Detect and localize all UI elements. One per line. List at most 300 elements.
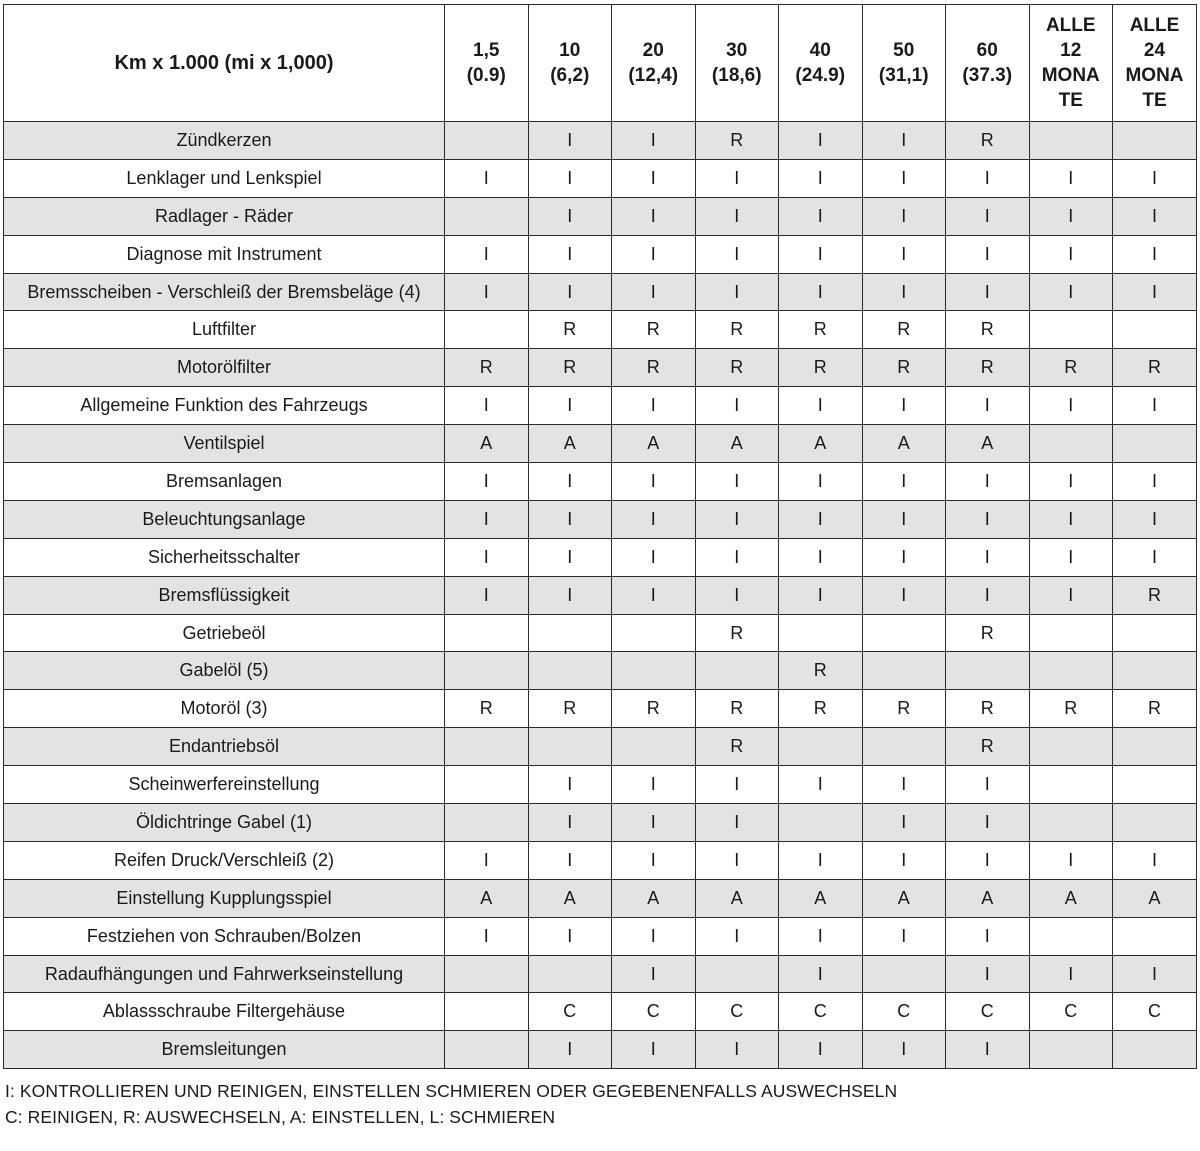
table-cell: I [528,1031,612,1069]
table-cell: I [445,841,529,879]
table-cell: I [946,387,1030,425]
table-cell: A [946,879,1030,917]
header-interval-line2: (0.9) [466,65,506,86]
table-cell: C [779,993,863,1031]
table-cell: I [445,917,529,955]
table-cell [1029,1031,1113,1069]
table-cell: I [445,235,529,273]
table-cell: A [1029,879,1113,917]
table-cell: A [612,879,696,917]
table-cell [779,614,863,652]
table-cell: I [1029,576,1113,614]
table-cell: I [779,235,863,273]
table-cell: R [862,311,946,349]
table-cell: R [946,311,1030,349]
row-label: Festziehen von Schrauben/Bolzen [4,917,445,955]
table-row [4,538,1197,576]
table-cell: A [445,425,529,463]
table-cell: I [528,122,612,160]
table-cell [1029,122,1113,160]
table-cell: I [862,159,946,197]
table-cell: I [946,538,1030,576]
table-cell: I [946,235,1030,273]
table-cell [1113,728,1197,766]
table-row [4,879,1197,917]
table-cell: I [612,766,696,804]
table-cell: A [779,879,863,917]
table-cell: I [528,576,612,614]
row-label: Bremsleitungen [4,1031,445,1069]
table-cell [445,766,529,804]
table-cell [862,614,946,652]
table-cell: I [528,766,612,804]
table-cell: I [779,538,863,576]
table-cell: I [946,955,1030,993]
table-cell [695,652,779,690]
table-cell: I [1113,955,1197,993]
table-cell: I [1113,197,1197,235]
header-interval-line2: (6,2) [550,65,590,86]
table-cell: I [445,463,529,501]
table-cell: I [779,463,863,501]
table-cell: R [1113,576,1197,614]
row-label: Öldichtringe Gabel (1) [4,804,445,842]
row-label: Scheinwerfereinstellung [4,766,445,804]
table-cell [1113,614,1197,652]
table-cell: R [695,690,779,728]
table-cell: I [612,122,696,160]
table-cell: I [1029,235,1113,273]
table-cell: I [946,804,1030,842]
table-cell: I [612,500,696,538]
table-cell: I [1029,197,1113,235]
table-cell [445,804,529,842]
table-cell: I [1029,273,1113,311]
table-cell: R [779,652,863,690]
row-label: Beleuchtungsanlage [4,500,445,538]
table-cell [445,197,529,235]
table-cell: I [612,917,696,955]
table-cell [445,614,529,652]
header-interval-line3: MONA [1041,65,1100,86]
header-interval-line1: 10 [559,40,581,61]
row-label: Radaufhängungen und Fahrwerkseinstellung [4,955,445,993]
table-cell: I [695,804,779,842]
table-cell: I [862,197,946,235]
table-cell: I [612,159,696,197]
table-cell [1029,425,1113,463]
header-interval-line2: 12 [1060,40,1082,61]
header-interval-3 [612,5,696,122]
table-cell: R [779,349,863,387]
table-cell: R [1029,349,1113,387]
table-cell: I [1029,463,1113,501]
table-cell: I [1113,538,1197,576]
row-label: Ventilspiel [4,425,445,463]
table-cell: I [528,463,612,501]
table-cell: I [612,1031,696,1069]
table-cell: I [779,197,863,235]
table-cell: R [695,728,779,766]
table-cell: C [612,993,696,1031]
table-cell: R [862,690,946,728]
table-cell [779,728,863,766]
table-cell: C [946,993,1030,1031]
legend-line-1: I: KONTROLLIEREN UND REINIGEN, EINSTELLEN SCHMIEREN ODER GEGEBENENFALLS AUSWECHSELN [5,1081,898,1101]
table-cell: I [1113,159,1197,197]
table-cell: I [528,197,612,235]
header-interval-line4: TE [1058,90,1083,111]
header-interval-line2: (12,4) [628,65,679,86]
header-interval-line1: 60 [976,40,998,61]
table-cell: I [946,197,1030,235]
table-cell: I [612,538,696,576]
table-row [4,804,1197,842]
table-cell: I [445,387,529,425]
legend [5,1078,897,1130]
table-cell: I [1113,463,1197,501]
table-cell: I [695,159,779,197]
table-header [4,5,1197,122]
table-cell: I [1029,387,1113,425]
table-cell [528,614,612,652]
table-row [4,273,1197,311]
header-interval-line2: (24.9) [795,65,846,86]
table-row [4,728,1197,766]
table-cell: I [612,463,696,501]
table-cell: R [612,690,696,728]
table-cell: I [779,955,863,993]
table-cell: I [1113,500,1197,538]
table-cell: I [528,841,612,879]
header-interval-line1: 20 [642,40,664,61]
table-cell: I [862,917,946,955]
header-interval-5 [779,5,863,122]
table-cell: R [1113,690,1197,728]
table-cell [1113,917,1197,955]
table-cell: A [695,879,779,917]
header-interval-4 [695,5,779,122]
table-cell [1029,804,1113,842]
table-cell [445,311,529,349]
header-interval-line2: (18,6) [711,65,762,86]
table-cell: A [1113,879,1197,917]
table-cell: I [862,841,946,879]
table-cell [1029,766,1113,804]
table-cell: I [779,766,863,804]
table-cell: I [528,273,612,311]
table-row [4,841,1197,879]
table-cell: I [862,122,946,160]
table-cell: I [779,159,863,197]
table-cell: C [862,993,946,1031]
table-row [4,425,1197,463]
table-cell: A [862,879,946,917]
table-cell: I [528,538,612,576]
table-cell: R [946,690,1030,728]
table-cell: C [695,993,779,1031]
table-cell: A [445,879,529,917]
table-cell: I [862,1031,946,1069]
table-cell [862,728,946,766]
table-cell: R [862,349,946,387]
table-cell [779,804,863,842]
table-cell: I [612,804,696,842]
header-interval-1 [445,5,529,122]
row-label: Ablassschraube Filtergehäuse [4,993,445,1031]
table-cell: A [528,879,612,917]
table-cell: I [862,235,946,273]
table-cell [528,955,612,993]
table-cell: I [779,576,863,614]
table-cell: R [946,614,1030,652]
row-label: Diagnose mit Instrument [4,235,445,273]
header-interval-line1: 50 [893,40,915,61]
table-cell: I [779,273,863,311]
table-cell: I [862,387,946,425]
row-label: Reifen Druck/Verschleiß (2) [4,841,445,879]
table-cell: I [1113,841,1197,879]
table-cell [445,122,529,160]
table-cell: R [528,690,612,728]
table-cell: I [695,841,779,879]
table-cell: R [612,311,696,349]
table-cell: I [1029,955,1113,993]
table-cell: I [695,766,779,804]
header-interval-line1: ALLE [1045,15,1096,36]
table-cell: I [1029,500,1113,538]
table-cell: I [779,500,863,538]
table-cell: I [862,804,946,842]
table-cell [862,955,946,993]
table-row [4,614,1197,652]
table-cell: I [779,387,863,425]
table-row [4,576,1197,614]
table-cell: I [1029,841,1113,879]
table-cell: I [779,1031,863,1069]
table-row [4,235,1197,273]
table-cell: I [946,463,1030,501]
header-interval-2 [528,5,612,122]
table-cell: R [1029,690,1113,728]
legend-line-2: C: REINIGEN, R: AUSWECHSELN, A: EINSTELLEN, L: SCHMIEREN [5,1107,556,1127]
table-cell: I [1113,273,1197,311]
table-row [4,766,1197,804]
row-label: Luftfilter [4,311,445,349]
row-label: Motoröl (3) [4,690,445,728]
header-row [4,5,1197,122]
row-label: Motorölfilter [4,349,445,387]
table-cell [528,652,612,690]
header-interval-6 [862,5,946,122]
table-row [4,955,1197,993]
table-row [4,349,1197,387]
table-cell [1113,425,1197,463]
table-cell: A [779,425,863,463]
table-cell: I [528,159,612,197]
header-distance-label: Km x 1.000 (mi x 1,000) [4,5,445,122]
table-cell [1113,804,1197,842]
table-cell: I [445,159,529,197]
table-cell [1113,1031,1197,1069]
table-cell: I [528,500,612,538]
table-cell: I [946,273,1030,311]
table-cell: R [695,122,779,160]
row-label: Gabelöl (5) [4,652,445,690]
table-cell [1113,652,1197,690]
table-cell: I [779,122,863,160]
table-cell: I [528,804,612,842]
row-label: Bremsflüssigkeit [4,576,445,614]
table-cell [1113,766,1197,804]
header-interval-line3: MONA [1125,65,1184,86]
table-cell: I [695,387,779,425]
table-row [4,652,1197,690]
table-cell [1113,122,1197,160]
table-cell: I [445,576,529,614]
header-interval-line2: (37.3) [962,65,1013,86]
table-cell: R [445,349,529,387]
table-cell: I [695,273,779,311]
header-interval-line2: 24 [1143,40,1166,61]
table-cell: C [528,993,612,1031]
row-label: Einstellung Kupplungsspiel [4,879,445,917]
table-cell: I [946,500,1030,538]
table-cell: R [695,349,779,387]
header-interval-line1: 30 [726,40,748,61]
table-cell: I [862,576,946,614]
table-cell: I [695,500,779,538]
table-cell: I [528,235,612,273]
table-row [4,690,1197,728]
table-cell [445,955,529,993]
table-cell: I [445,500,529,538]
table-cell [445,728,529,766]
table-cell: R [695,311,779,349]
table-row [4,500,1197,538]
table-cell [445,652,529,690]
table-cell: I [862,766,946,804]
row-label: Zündkerzen [4,122,445,160]
table-cell: A [528,425,612,463]
table-cell: R [528,311,612,349]
table-cell: I [695,1031,779,1069]
table-cell [1029,652,1113,690]
table-cell: R [695,614,779,652]
table-cell [445,993,529,1031]
table-cell: I [612,576,696,614]
table-cell: I [445,273,529,311]
table-cell [862,652,946,690]
row-label: Allgemeine Funktion des Fahrzeugs [4,387,445,425]
table-cell [612,614,696,652]
header-interval-9 [1113,5,1197,122]
table-cell: I [862,463,946,501]
table-cell: I [695,463,779,501]
table-cell: I [695,197,779,235]
table-cell: I [528,387,612,425]
table-cell: I [612,235,696,273]
table-cell: R [946,728,1030,766]
table-cell: R [445,690,529,728]
table-cell: I [946,766,1030,804]
table-cell: I [612,841,696,879]
row-label: Bremsscheiben - Verschleiß der Bremsbeläge (4) [4,273,445,311]
table-cell [445,1031,529,1069]
table-cell: R [946,122,1030,160]
table-cell [1029,917,1113,955]
table-cell: R [1113,349,1197,387]
table-cell [946,652,1030,690]
table-cell: I [612,273,696,311]
table-cell: I [946,576,1030,614]
table-row [4,463,1197,501]
header-interval-8 [1029,5,1113,122]
table-cell: I [695,576,779,614]
table-cell [612,728,696,766]
table-cell: A [862,425,946,463]
table-cell: I [695,235,779,273]
table-cell: A [695,425,779,463]
header-interval-line2: (31,1) [878,65,929,86]
row-label: Sicherheitsschalter [4,538,445,576]
table-row [4,917,1197,955]
table-cell: I [1029,159,1113,197]
header-interval-line1: ALLE [1129,15,1180,36]
table-cell: R [612,349,696,387]
table-cell: A [612,425,696,463]
table-cell: I [862,538,946,576]
table-cell: I [1113,235,1197,273]
table-row [4,1031,1197,1069]
table-row [4,387,1197,425]
table-cell: I [1113,387,1197,425]
table-cell: I [612,387,696,425]
table-cell [695,955,779,993]
table-cell: I [779,917,863,955]
table-cell [1113,311,1197,349]
row-label: Endantriebsöl [4,728,445,766]
table-body [4,122,1197,1069]
table-cell [1029,728,1113,766]
table-row [4,122,1197,160]
table-cell: I [695,917,779,955]
table-cell: I [946,917,1030,955]
header-interval-line1: 1,5 [473,40,500,61]
table-cell: I [946,841,1030,879]
table-cell: I [612,955,696,993]
table-cell [1029,614,1113,652]
table-cell: I [779,841,863,879]
table-row [4,993,1197,1031]
row-label: Lenklager und Lenkspiel [4,159,445,197]
header-interval-line1: 40 [809,40,831,61]
row-label: Getriebeöl [4,614,445,652]
row-label: Bremsanlagen [4,463,445,501]
table-cell: R [946,349,1030,387]
maintenance-schedule-table [3,4,1197,1069]
table-row [4,311,1197,349]
header-interval-line4: TE [1142,90,1167,111]
table-cell: I [695,538,779,576]
table-row [4,197,1197,235]
table-cell: C [1029,993,1113,1031]
table-cell: I [612,197,696,235]
table-cell: I [946,1031,1030,1069]
table-cell: I [946,159,1030,197]
table-cell: I [445,538,529,576]
table-cell: I [862,273,946,311]
